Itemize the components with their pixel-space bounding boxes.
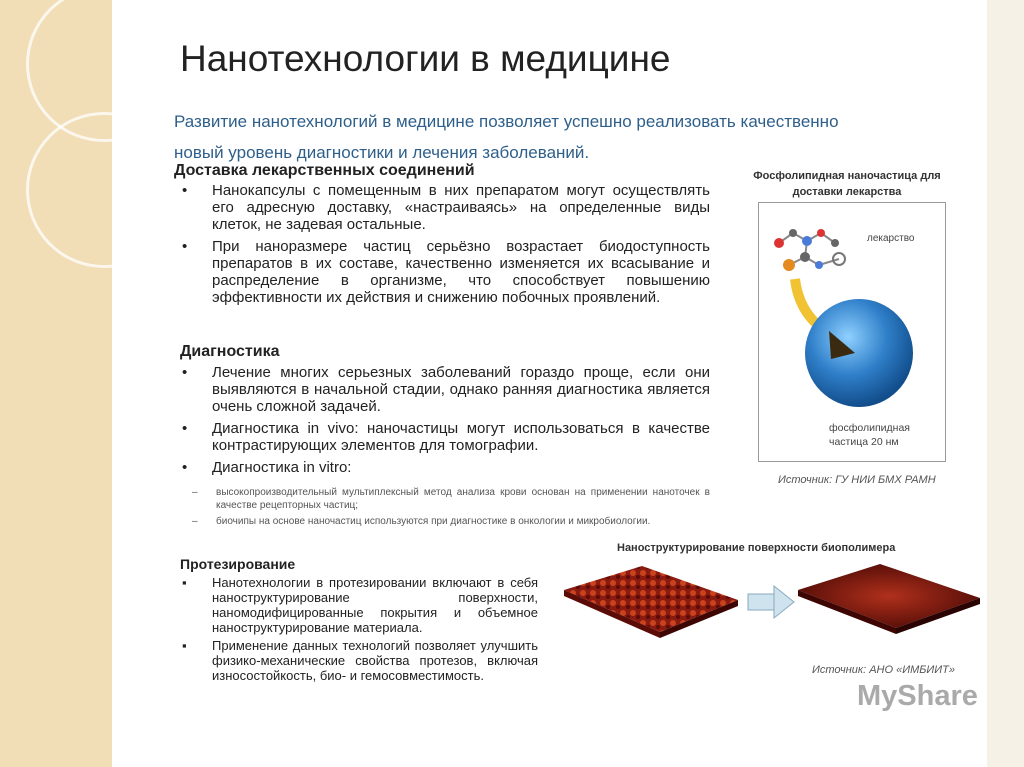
rough-surface bbox=[564, 566, 738, 632]
label-particle-line2: частица 20 нм bbox=[829, 436, 899, 448]
smooth-surface bbox=[798, 564, 980, 628]
slide-subtitle: Развитие нанотехнологий в медицине позволяет успешно реализовать качественно новый уровень диагностики и лечения заболеваний. bbox=[174, 112, 839, 162]
bullet-marker: ▪ bbox=[182, 575, 187, 590]
arrow-right-icon bbox=[748, 594, 774, 610]
list-item: • Нанокапсулы с помещенным в них препаратом могут осуществлять его адресную доставку, «настраиваясь» на определенные виды клеток, не задевая остальные. bbox=[182, 182, 710, 233]
list-item: • Лечение многих серьезных заболеваний гораздо проще, если они выявляются в начальной стадии, однако ранняя диагностика является очень сложной задачей. bbox=[182, 364, 710, 415]
nanoparticle-figure bbox=[758, 202, 946, 462]
bullet-marker: • bbox=[182, 238, 188, 255]
list-item: ▪ Применение данных технологий позволяет улучшить физико-механические свойства протезов, включая износостойкость, био- и гемосовместимость. bbox=[182, 638, 538, 683]
label-particle-line1: фосфолипидная bbox=[829, 422, 910, 434]
list-item: – биочипы на основе наночастиц используются при диагностике в онкологии и микробиологии. bbox=[192, 516, 651, 527]
section-heading-diagnostics: Диагностика bbox=[180, 343, 280, 360]
slide bbox=[112, 0, 987, 767]
left-decor-band bbox=[0, 0, 112, 767]
nanoparticle-sphere bbox=[805, 299, 913, 407]
prosthetics-bullet-list bbox=[180, 575, 538, 686]
drug-molecule-icon bbox=[774, 229, 845, 271]
list-item: • Диагностика in vitro: bbox=[182, 459, 352, 476]
bullet-marker: • bbox=[182, 364, 188, 381]
list-item: – высокопроизводительный мультиплексный метод анализа крови основан на применении наноточек в качестве рецепторных частиц; bbox=[192, 487, 710, 511]
nanoparticle-illustration bbox=[759, 203, 945, 461]
right-decor-band bbox=[987, 0, 1024, 767]
figure-source-2: Источник: АНО «ИМБИИТ» bbox=[812, 664, 955, 676]
dash-marker: – bbox=[192, 516, 198, 527]
figure-source-1: Источник: ГУ НИИ БМХ РАМН bbox=[778, 474, 936, 486]
figure-caption-nanoparticle: Фосфолипидная наночастица для доставки лекарства bbox=[753, 170, 941, 198]
dash-marker: – bbox=[192, 487, 198, 498]
bullet-marker: • bbox=[182, 459, 188, 476]
figure-caption-surface: Наноструктурирование поверхности биополимера bbox=[617, 542, 896, 554]
list-item: • Диагностика in vivo: наночастицы могут использоваться в качестве контрастирующих элементов для томографии. bbox=[182, 420, 710, 454]
section-heading-prosthetics: Протезирование bbox=[180, 556, 296, 572]
bullet-marker: • bbox=[182, 420, 188, 437]
list-item: ▪ Нанотехнологии в протезировании включают в себя наноструктурирование поверхности, наномодифицированные покрытия и объемное наноструктурирование материала. bbox=[182, 575, 538, 635]
list-item: • При наноразмере частиц серьёзно возрастает биодоступность препаратов в их составе, качественно изменяется их всасывание и распределение в организме, что способствует повышению эффективности их действия и снижению побочных проявлений. bbox=[182, 238, 710, 306]
slide-title: Нанотехнологии в медицине bbox=[180, 38, 671, 79]
bullet-marker: ▪ bbox=[182, 638, 187, 653]
section-heading-delivery: Доставка лекарственных соединений bbox=[174, 162, 475, 179]
bullet-marker: • bbox=[182, 182, 188, 199]
surface-illustration bbox=[560, 560, 980, 660]
diagnostics-bullet-list bbox=[180, 364, 710, 481]
myshare-watermark: MyShare bbox=[857, 680, 978, 712]
decor-ring bbox=[26, 112, 112, 268]
label-drug: лекарство bbox=[867, 233, 915, 244]
diagnostics-sub-bullet-list bbox=[190, 486, 710, 531]
delivery-bullet-list bbox=[180, 182, 710, 311]
